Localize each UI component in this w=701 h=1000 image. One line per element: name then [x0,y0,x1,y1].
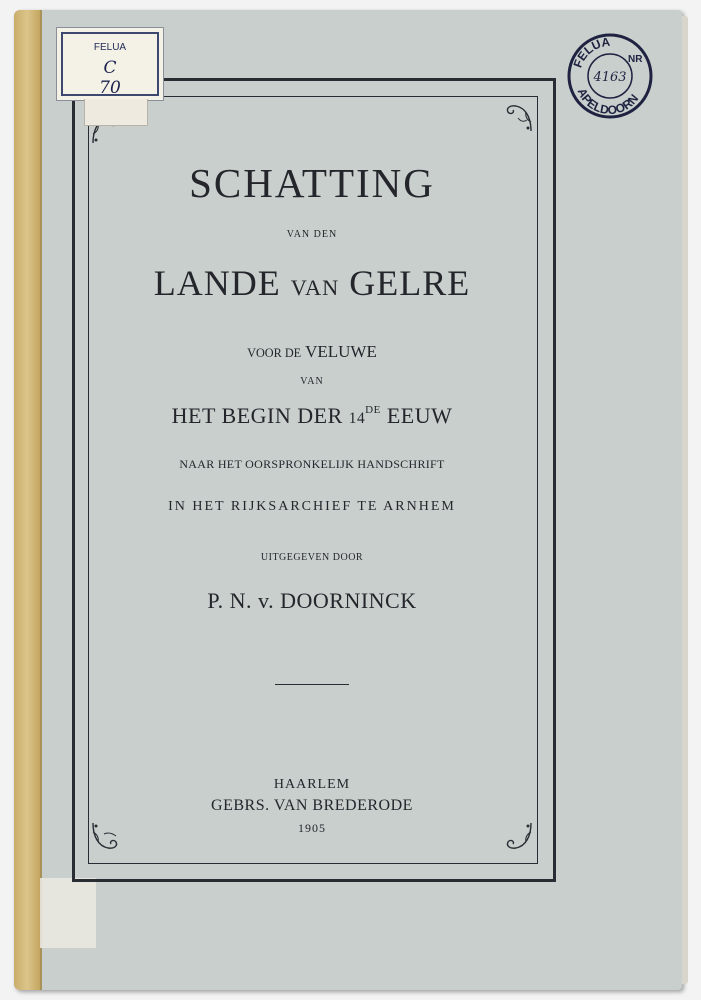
period-begin: HET BEGIN DER [171,403,343,428]
region-prefix: VOOR DE [247,346,302,360]
spine-hinge [40,10,42,990]
worn-patch [40,878,96,948]
inner-frame [88,96,538,864]
divider-rule [275,684,349,685]
title: SCHATTING [189,160,435,206]
ornament-top-right-icon [500,100,534,134]
stamp-number: 4163 [593,70,627,85]
imprint-publisher: GEBRS. VAN BREDERODE [211,797,413,814]
subtitle-lande-van-gelre [90,262,534,304]
subtitle-gelre: GELRE [349,263,471,303]
period-eeuw: EEUW [386,403,453,428]
region-name: VELUWE [305,342,377,361]
source-line: NAAR HET OORSPRONKELIJK HANDSCHRIFT [179,457,445,471]
cloth-spine [14,10,40,990]
label-library-name: FELUA [93,42,127,53]
archive-line: IN HET RIJKSARCHIEF TE ARNHEM [168,499,456,514]
stamp-side-text: NR [628,54,643,65]
library-stamp-icon [566,32,654,120]
author: P. N. v. DOORNINCK [207,588,417,613]
subtitle-lande: LANDE [153,263,281,303]
stamp-bottom-text: APELDOORN [574,85,642,118]
edited-by: UITGEGEVEN DOOR [260,552,364,563]
label-tab [84,99,148,126]
page-edges [682,16,688,984]
stamp-top-text: FELUA [570,34,611,70]
subtitle-van: VAN [290,275,340,300]
imprint-year: 1905 [298,821,326,835]
period-century: 14 [348,410,366,427]
van-connector: VAN [300,376,324,387]
period-line [90,403,534,429]
label-shelf-letter: C [103,58,117,78]
library-label [56,27,164,101]
region-line [90,342,534,362]
label-shelf-number: 70 [99,78,121,98]
period-century-suffix: DE [365,404,381,417]
imprint-city: HAARLEM [273,777,351,792]
title-connector: VAN DEN [286,229,338,240]
